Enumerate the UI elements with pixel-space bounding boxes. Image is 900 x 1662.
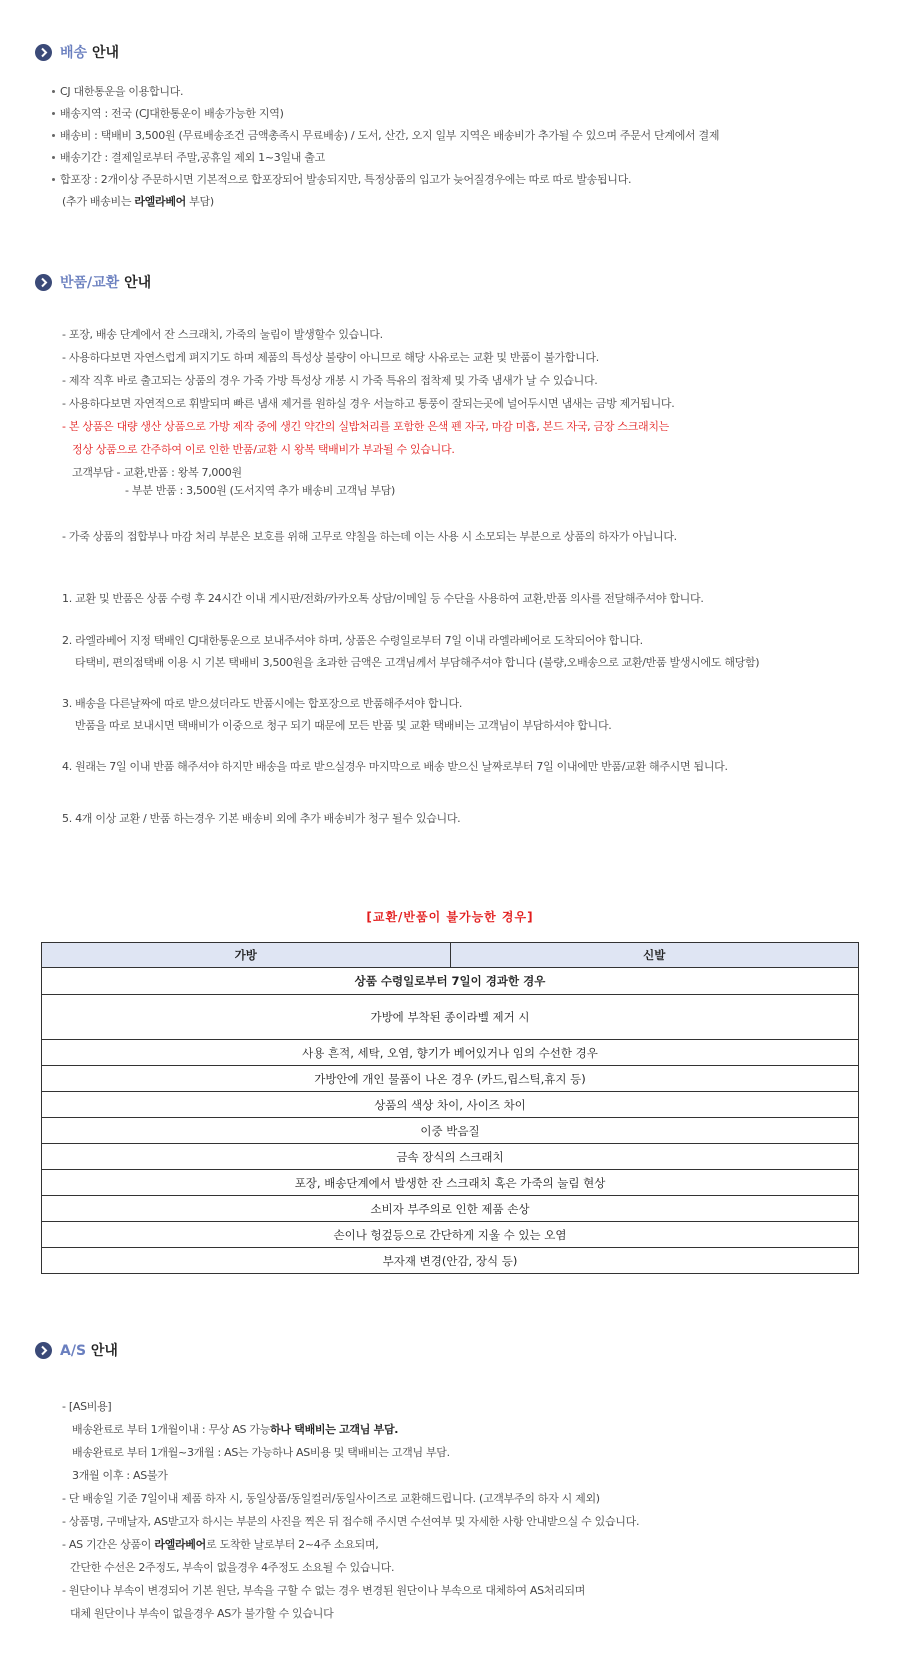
shipping-item: CJ 대한통운을 이용합니다. bbox=[60, 85, 184, 98]
as-cost-line: 배송완료로 부터 1개월~3개월 : AS는 가능하나 AS비용 및 택배비는 고객님 부담. bbox=[72, 1446, 450, 1459]
as-line: - 상품명, 구매날자, AS받고자 하시는 부분의 사진을 찍은 뒤 접수해 주시면 수선여부 및 자세한 사항 안내받으실 수 있습니다. bbox=[62, 1515, 640, 1528]
table-row: 금속 장식의 스크래치 bbox=[42, 1144, 859, 1170]
returns-section-header bbox=[35, 272, 151, 292]
returns-numbered-item: 4. 원래는 7일 이내 반품 해주셔야 하지만 배송을 따로 받으실경우 마지막으로 배송 받으신 날짜로부터 7일 이내에만 반품/교환 해주시면 됩니다. bbox=[62, 760, 728, 773]
returns-warning-line: - 본 상품은 대량 생산 상품으로 가방 제작 중에 생긴 약간의 실밥처리를 포함한 은색 펜 자국, 마감 미흡, 본드 자국, 금장 스크래치는 bbox=[62, 420, 670, 433]
bullet-icon bbox=[52, 112, 55, 115]
as-section-header bbox=[35, 1340, 118, 1360]
as-title-accent: A/S bbox=[60, 1343, 87, 1359]
as-line: 대체 원단이나 부속이 없을경우 AS가 불가할 수 있습니다 bbox=[70, 1607, 334, 1620]
returns-line: - 사용하다보면 자연적으로 휘발되며 빠른 냄새 제거를 원하실 경우 서늘하고 통풍이 잘되는곳에 널어두시면 냄새는 금방 제거됩니다. bbox=[62, 397, 675, 410]
table-row: 포장, 배송단계에서 발생한 잔 스크래치 혹은 가죽의 눌림 현상 bbox=[42, 1170, 859, 1196]
as-cost-line: 배송완료로 부터 1개월이내 : 무상 AS 가능하나 택배비는 고객님 부담. bbox=[72, 1423, 399, 1436]
chevron-right-icon bbox=[35, 274, 52, 291]
brand-name: 라엘라베어 bbox=[154, 1538, 206, 1551]
shipping-title: 안내 bbox=[91, 45, 119, 61]
as-cost-emphasis: 하나 택배비는 고객님 부담. bbox=[270, 1423, 399, 1436]
table-row: 손이나 헝겊등으로 간단하게 지울 수 있는 오염 bbox=[42, 1222, 859, 1248]
chevron-right-icon bbox=[35, 44, 52, 61]
returns-numbered-item: 1. 교환 및 반품은 상품 수령 후 24시간 이내 게시판/전화/카카오톡 상담/이메일 등 수단을 사용하여 교환,반품 의사를 전달해주셔야 합니다. bbox=[62, 592, 704, 605]
table-row: 가방에 부착된 종이라벨 제거 시 bbox=[42, 995, 859, 1040]
bullet-icon bbox=[52, 134, 55, 137]
table-row: 부자재 변경(안감, 장식 등) bbox=[42, 1248, 859, 1274]
as-line: 간단한 수선은 2주정도, 부속이 없을경우 4주정도 소요될 수 있습니다. bbox=[70, 1561, 395, 1574]
shipping-extra-note: (추가 배송비는 라엘라베어 부담) bbox=[62, 195, 214, 208]
table-header-row bbox=[42, 943, 859, 968]
as-cost-label: - [AS비용] bbox=[62, 1400, 112, 1413]
returns-line: - 사용하다보면 자연스럽게 펴지기도 하며 제품의 특성상 불량이 아니므로 해당 사유로는 교환 및 반품이 불가합니다. bbox=[62, 351, 599, 364]
returns-fee-line: - 부분 반품 : 3,500원 (도서지역 추가 배송비 고객님 부담) bbox=[125, 484, 396, 497]
bullet-icon bbox=[52, 90, 55, 93]
non-returnable-table bbox=[41, 942, 859, 1274]
returns-numbered-item: 2. 라엘라베어 지정 택배인 CJ대한통운으로 보내주셔야 하며, 상품은 수령일로부터 7일 이내 라엘라베어로 도착되어야 합니다. bbox=[62, 634, 643, 647]
table-row: 가방안에 개인 물품이 나온 경우 (카드,립스틱,휴지 등) bbox=[42, 1066, 859, 1092]
returns-numbered-item: 3. 배송을 다른날짜에 따로 받으셨더라도 반품시에는 합포장으로 반품해주셔야 합니다. bbox=[62, 697, 463, 710]
as-line: - AS 기간은 상품이 라엘라베어로 도착한 날로부터 2~4주 소요되며, bbox=[62, 1538, 379, 1551]
returns-title-accent: 반품/교환 bbox=[60, 275, 120, 291]
column-header-shoes: 신발 bbox=[450, 943, 859, 968]
as-line: - 원단이나 부속이 변경되어 기본 원단, 부속을 구할 수 없는 경우 변경된 원단이나 부속으로 대체하여 AS처리되며 bbox=[62, 1584, 586, 1597]
bullet-icon bbox=[52, 156, 55, 159]
shipping-item: 합포장 : 2개이상 주문하시면 기본적으로 합포장되어 발송되지만, 특정상품의 입고가 늦어질경우에는 따로 따로 발송됩니다. bbox=[60, 173, 632, 186]
table-row: 상품의 색상 차이, 사이즈 차이 bbox=[42, 1092, 859, 1118]
as-line: - 단 배송일 기준 7일이내 제품 하자 시, 동일상품/동일컬러/동일사이즈로 교환해드립니다. (고객부주의 하자 시 제외) bbox=[62, 1492, 600, 1505]
returns-line: - 포장, 배송 단계에서 잔 스크래치, 가죽의 눌림이 발생할수 있습니다. bbox=[62, 328, 383, 341]
returns-line: - 제작 직후 바로 출고되는 상품의 경우 가죽 가방 특성상 개봉 시 가죽 특유의 접착제 및 가죽 냄새가 날 수 있습니다. bbox=[62, 374, 598, 387]
table-row: 상품 수령일로부터 7일이 경과한 경우 bbox=[42, 968, 859, 995]
brand-name: 라엘라베어 bbox=[134, 195, 186, 208]
shipping-section-header bbox=[35, 42, 119, 62]
returns-title: 안내 bbox=[124, 275, 152, 291]
returns-note: - 가죽 상품의 접합부나 마감 처리 부분은 보호를 위해 고무로 약칠을 하는데 이는 사용 시 소모되는 부분으로 상품의 하자가 아닙니다. bbox=[62, 530, 677, 543]
table-title: [교환/반품이 불가능한 경우] bbox=[366, 910, 534, 924]
shipping-item: 배송기간 : 결제일로부터 주말,공휴일 제외 1~3일내 출고 bbox=[60, 151, 325, 164]
bullet-icon bbox=[52, 178, 55, 181]
returns-warning-line: 정상 상품으로 간주하여 이로 인한 반품/교환 시 왕복 택배비가 부과될 수 있습니다. bbox=[72, 443, 455, 456]
chevron-right-icon bbox=[35, 1342, 52, 1359]
returns-numbered-item: 타택비, 편의점택배 이용 시 기본 택배비 3,500원을 초과한 금액은 고객님께서 부담해주셔야 합니다 (불량,오배송으로 교환/반품 발생시에도 해당함) bbox=[75, 656, 760, 669]
column-header-bag: 가방 bbox=[42, 943, 451, 968]
shipping-item: 배송비 : 택배비 3,500원 (무료배송조건 금액총족시 무료배송) / 도서, 산간, 오지 일부 지역은 배송비가 추가될 수 있으며 주문서 단계에서 결제 bbox=[60, 129, 720, 142]
as-cost-line: 3개월 이후 : AS불가 bbox=[72, 1469, 168, 1482]
returns-fee-line: 고객부담 - 교환,반품 : 왕복 7,000원 bbox=[72, 466, 242, 479]
returns-numbered-item: 반품을 따로 보내시면 택배비가 이중으로 청구 되기 때문에 모든 반품 및 교환 택배비는 고객님이 부담하셔야 합니다. bbox=[75, 719, 612, 732]
table-row: 소비자 부주의로 인한 제품 손상 bbox=[42, 1196, 859, 1222]
as-title: 안내 bbox=[90, 1343, 118, 1359]
shipping-item: 배송지역 : 전국 (CJ대한통운이 배송가능한 지역) bbox=[60, 107, 284, 120]
returns-numbered-item: 5. 4개 이상 교환 / 반품 하는경우 기본 배송비 외에 추가 배송비가 청구 될수 있습니다. bbox=[62, 812, 461, 825]
table-row: 이중 박음질 bbox=[42, 1118, 859, 1144]
table-row: 사용 흔적, 세탁, 오염, 향기가 베어있거나 임의 수선한 경우 bbox=[42, 1040, 859, 1066]
shipping-title-accent: 배송 bbox=[60, 45, 88, 61]
